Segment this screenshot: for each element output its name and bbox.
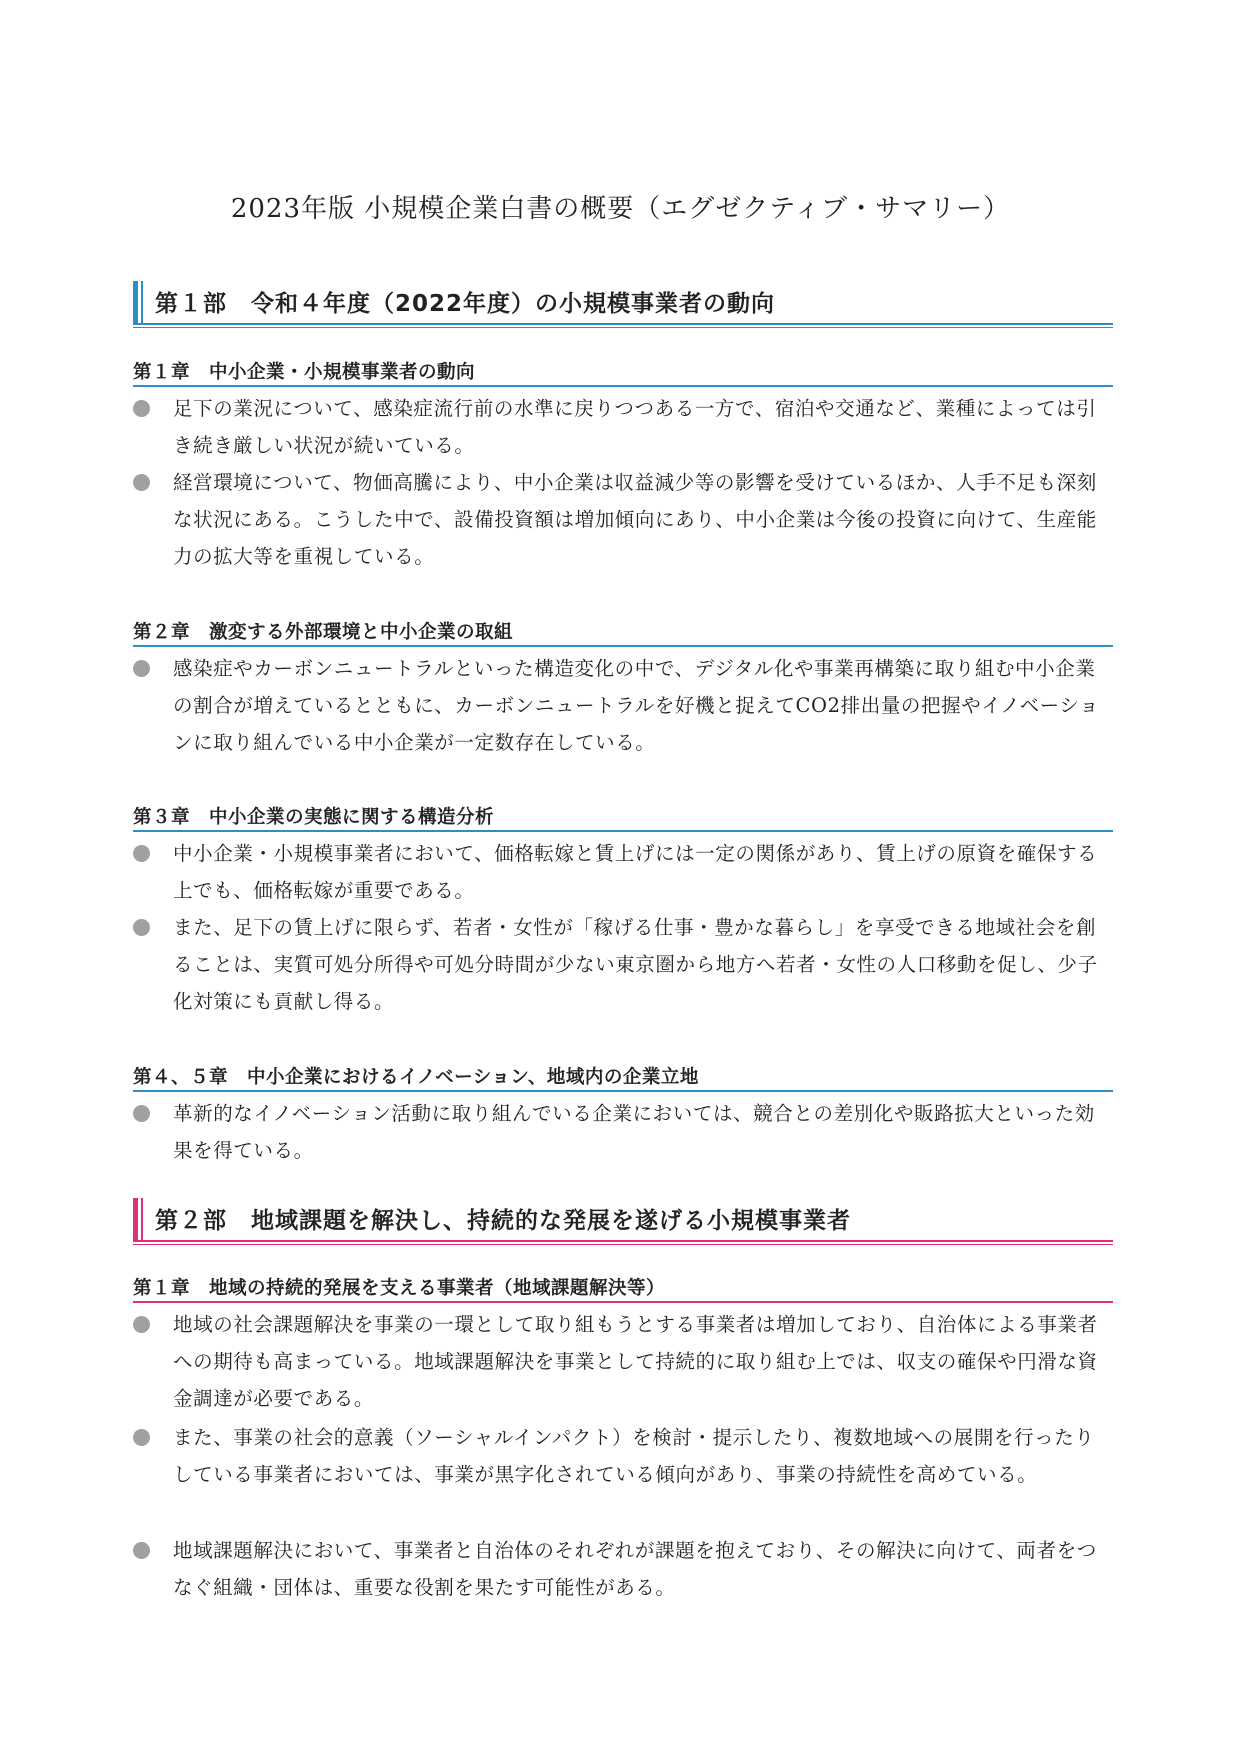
bullet-icon [133,474,150,491]
chapter-underline [133,645,1113,647]
part2-heading-block [133,1198,1113,1240]
chapter-heading [133,803,1113,829]
bullet-icon [133,1105,150,1122]
list-item [133,1419,1113,1493]
heading-accent-bar [133,1198,138,1240]
bullet-text: 地域の社会課題解決を事業の一環として取り組もうとする事業者は増加しており、自治体による事業者への期待も高まっている。地域課題解決を事業として持続的に取り組む上では、収支の確保や円滑な資金調達が必要である。 [173,1313,1098,1410]
bullet-text: 足下の業況について、感染症流行前の水準に戻りつつある一方で、宿泊や交通など、業種によっては引き続き厳しい状況が続いている。 [173,397,1097,457]
chapter-underline [133,1090,1113,1092]
part2-heading: 第２部 地域課題を解決し、持続的な発展を遂げる小規模事業者 [155,1208,851,1234]
bullet-text: 地域課題解決において、事業者と自治体のそれぞれが課題を抱えており、その解決に向けて、両者をつなぐ組織・団体は、重要な役割を果たす可能性がある。 [173,1539,1097,1599]
bullet-icon [133,400,150,417]
document-title: 2023年版 小規模企業白書の概要（エグゼクティブ・サマリー） [230,194,1011,224]
chapter-title: 第４、５章 中小企業におけるイノベーション、地域内の企業立地 [133,1067,699,1088]
bullet-text: 革新的なイノベーション活動に取り組んでいる企業においては、競合との差別化や販路拡大といった効果を得ている。 [173,1102,1095,1162]
list-item [133,390,1113,464]
bullet-text: また、足下の賃上げに限らず、若者・女性が「稼げる仕事・豊かな暮らし」を享受できる地域社会を創ることは、実質可処分所得や可処分時間が少ない東京圏から地方へ若者・女性の人口移動を促し、少子化対策にも貢献し得る。 [173,916,1098,1013]
list-item [133,650,1113,761]
heading-underline-thin [133,327,1113,328]
bullet-icon [133,1316,150,1333]
chapter-title: 第１章 地域の持続的発展を支える事業者（地域課題解決等） [133,1278,666,1299]
bullet-text: また、事業の社会的意義（ソーシャルインパクト）を検討・提示したり、複数地域への展開を行ったりしている事業者においては、事業が黒字化されている傾向があり、事業の持続性を高めている。 [173,1426,1095,1486]
bullet-icon [133,1429,150,1446]
heading-underline [133,323,1113,325]
part1-heading: 第１部 令和４年度（2022年度）の小規模事業者の動向 [155,291,776,317]
chapter-title: 第１章 中小企業・小規模事業者の動向 [133,362,476,383]
heading-accent-bar-thin [141,281,143,323]
chapter-heading [133,358,1113,384]
chapter-heading [133,1063,1113,1089]
bullet-text: 感染症やカーボンニュートラルといった構造変化の中で、デジタル化や事業再構築に取り組む中小企業の割合が増えているとともに、カーボンニュートラルを好機と捉えてCO2排出量の把握やイノベーションに取り組んでいる中小企業が一定数存在している。 [173,657,1100,754]
bullet-icon [133,660,150,677]
bullet-icon [133,845,150,862]
heading-underline-thin [133,1244,1113,1245]
chapter-underline [133,385,1113,387]
list-item [133,464,1113,575]
chapter-heading [133,618,1113,644]
chapter-title: 第２章 激変する外部環境と中小企業の取組 [133,622,514,643]
chapter-heading [133,1274,1113,1300]
chapter-underline [133,1301,1113,1303]
part1-heading-block [133,281,1113,323]
heading-accent-bar-thin [141,1198,143,1240]
bullet-text: 経営環境について、物価高騰により、中小企業は収益減少等の影響を受けているほか、人手不足も深刻な状況にある。こうした中で、設備投資額は増加傾向にあり、中小企業は今後の投資に向けて、生産能力の拡大等を重視している。 [173,471,1097,568]
bullet-icon [133,919,150,936]
chapter-title: 第３章 中小企業の実態に関する構造分析 [133,807,495,828]
list-item [133,909,1113,1020]
heading-accent-bar [133,281,138,323]
list-item [133,1306,1113,1417]
list-item [133,835,1113,909]
heading-underline [133,1240,1113,1242]
bullet-icon [133,1542,150,1559]
list-item [133,1095,1113,1169]
list-item [133,1532,1113,1606]
bullet-text: 中小企業・小規模事業者において、価格転嫁と賃上げには一定の関係があり、賃上げの原資を確保する上でも、価格転嫁が重要である。 [173,842,1098,902]
chapter-underline [133,830,1113,832]
